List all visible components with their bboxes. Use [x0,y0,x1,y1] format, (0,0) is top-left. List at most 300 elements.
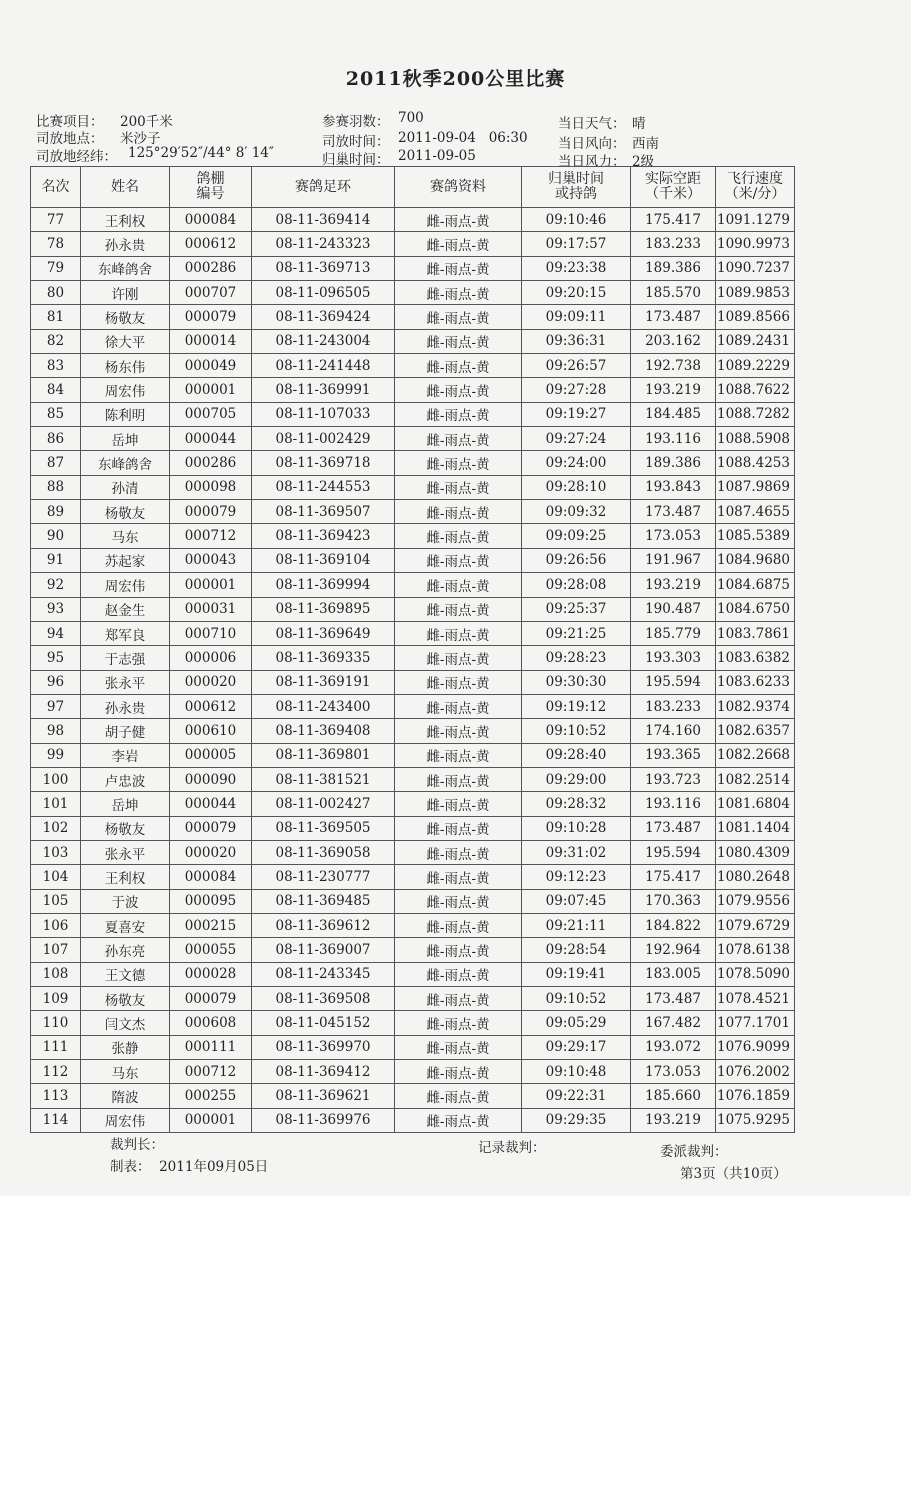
cell-speed: 1080.4309 [716,840,795,864]
table-row [31,1011,795,1035]
cell-speed: 1080.2648 [716,865,795,889]
cell-distance: 193.219 [631,378,716,402]
cell-rank: 104 [31,865,81,889]
cell-info: 雌-雨点-黄 [395,1011,522,1035]
header-loft-number [170,167,252,208]
cell-info: 雌-雨点-黄 [395,1035,522,1059]
cell-loft-number: 000712 [170,524,252,548]
table-row [31,767,795,791]
cell-return-time: 09:23:38 [522,256,631,280]
table-row [31,694,795,718]
cell-speed: 1076.2002 [716,1060,795,1084]
cell-loft-number: 000043 [170,548,252,572]
cell-name: 杨敬友 [81,305,170,329]
cell-return-time: 09:29:17 [522,1035,631,1059]
table-row [31,1035,795,1059]
cell-info: 雌-雨点-黄 [395,427,522,451]
cell-rank: 88 [31,475,81,499]
cell-rank: 105 [31,889,81,913]
cell-speed: 1084.6875 [716,573,795,597]
cell-info: 雌-雨点-黄 [395,962,522,986]
cell-rank: 102 [31,816,81,840]
header-loft-line1: 鸽棚 [196,171,225,187]
cell-name: 岳坤 [81,427,170,451]
table-row [31,305,795,329]
cell-return-time: 09:09:11 [522,305,631,329]
header-distance-line1: 实际空距 [645,171,701,187]
cell-return-time: 09:09:25 [522,524,631,548]
cell-info: 雌-雨点-黄 [395,402,522,426]
cell-distance: 193.723 [631,767,716,791]
cell-ring: 08-11-243004 [252,329,395,353]
cell-ring: 08-11-369191 [252,670,395,694]
cell-distance: 189.386 [631,256,716,280]
cell-return-time: 09:09:32 [522,500,631,524]
cell-ring: 08-11-096505 [252,281,395,305]
release-time-label: 司放时间： [322,134,390,150]
cell-distance: 192.964 [631,938,716,962]
table-row [31,475,795,499]
cell-ring: 08-11-241448 [252,354,395,378]
cell-distance: 203.162 [631,329,716,353]
cell-loft-number: 000001 [170,1108,252,1132]
cell-ring: 08-11-369423 [252,524,395,548]
wind-direction-label: 当日风向： [558,136,626,152]
table-row [31,987,795,1011]
cell-distance: 184.822 [631,913,716,937]
table-row [31,1060,795,1084]
cell-info: 雌-雨点-黄 [395,524,522,548]
cell-loft-number: 000001 [170,573,252,597]
cell-name: 杨敬友 [81,816,170,840]
cell-info: 雌-雨点-黄 [395,281,522,305]
cell-info: 雌-雨点-黄 [395,865,522,889]
cell-return-time: 09:07:45 [522,889,631,913]
cell-return-time: 09:27:28 [522,378,631,402]
cell-ring: 08-11-369621 [252,1084,395,1108]
cell-rank: 93 [31,597,81,621]
cell-loft-number: 000712 [170,1060,252,1084]
cell-return-time: 09:22:31 [522,1084,631,1108]
cell-return-time: 09:29:35 [522,1108,631,1132]
cell-distance: 190.487 [631,597,716,621]
cell-distance: 193.116 [631,792,716,816]
cell-distance: 195.594 [631,670,716,694]
cell-ring: 08-11-369970 [252,1035,395,1059]
cell-info: 雌-雨点-黄 [395,573,522,597]
header-speed-line1: 飞行速度 [727,171,783,187]
cell-ring: 08-11-369408 [252,719,395,743]
table-row [31,378,795,402]
cell-name: 徐大平 [81,329,170,353]
cell-rank: 80 [31,281,81,305]
cell-loft-number: 000028 [170,962,252,986]
cell-return-time: 09:19:41 [522,962,631,986]
cell-speed: 1082.9374 [716,694,795,718]
table-row [31,816,795,840]
coordinates-value: 125°29′52″/44° 8′ 14″ [128,145,274,161]
cell-rank: 113 [31,1084,81,1108]
cell-name: 马东 [81,524,170,548]
table-row [31,427,795,451]
cell-return-time: 09:28:54 [522,938,631,962]
cell-name: 杨东伟 [81,354,170,378]
cell-speed: 1084.9680 [716,548,795,572]
cell-rank: 90 [31,524,81,548]
cell-name: 东峰鸽舍 [81,451,170,475]
cell-loft-number: 000084 [170,865,252,889]
table-row [31,962,795,986]
cell-ring: 08-11-002427 [252,792,395,816]
cell-info: 雌-雨点-黄 [395,743,522,767]
cell-speed: 1091.1279 [716,208,795,232]
cell-ring: 08-11-243345 [252,962,395,986]
cell-ring: 08-11-369994 [252,573,395,597]
cell-return-time: 09:28:08 [522,573,631,597]
table-header-row [31,167,795,208]
cell-name: 孙永贵 [81,694,170,718]
cell-loft-number: 000079 [170,816,252,840]
cell-distance: 192.738 [631,354,716,378]
wind-force-label: 当日风力： [558,154,626,170]
cell-info: 雌-雨点-黄 [395,305,522,329]
release-site-label: 司放地点： [36,131,104,147]
cell-info: 雌-雨点-黄 [395,208,522,232]
cell-return-time: 09:17:57 [522,232,631,256]
cell-rank: 114 [31,1108,81,1132]
cell-loft-number: 000610 [170,719,252,743]
cell-ring: 08-11-369424 [252,305,395,329]
cell-return-time: 09:05:29 [522,1011,631,1035]
cell-name: 孙永贵 [81,232,170,256]
wind-force-value: 2级 [632,154,655,170]
cell-ring: 08-11-369508 [252,987,395,1011]
cell-return-time: 09:19:27 [522,402,631,426]
cell-rank: 78 [31,232,81,256]
cell-ring: 08-11-369414 [252,208,395,232]
cell-ring: 08-11-369718 [252,451,395,475]
cell-return-time: 09:26:56 [522,548,631,572]
cell-info: 雌-雨点-黄 [395,1108,522,1132]
cell-name: 杨敬友 [81,500,170,524]
cell-rank: 111 [31,1035,81,1059]
cell-name: 周宏伟 [81,573,170,597]
cell-name: 李岩 [81,743,170,767]
cell-return-time: 09:21:11 [522,913,631,937]
wind-direction-value: 西南 [632,136,659,152]
chief-judge-label: 裁判长： [110,1137,164,1153]
cell-loft-number: 000079 [170,305,252,329]
cell-speed: 1082.6357 [716,719,795,743]
cell-return-time: 09:10:46 [522,208,631,232]
cell-loft-number: 000111 [170,1035,252,1059]
cell-speed: 1090.9973 [716,232,795,256]
cell-speed: 1082.2668 [716,743,795,767]
cell-rank: 107 [31,938,81,962]
header-return-time [522,167,631,208]
cell-rank: 109 [31,987,81,1011]
cell-ring: 08-11-002429 [252,427,395,451]
cell-name: 张永平 [81,670,170,694]
cell-speed: 1090.7237 [716,256,795,280]
cell-loft-number: 000612 [170,694,252,718]
cell-rank: 92 [31,573,81,597]
entries-value: 700 [398,110,424,126]
header-time-line2: 或持鸽 [555,186,597,202]
cell-speed: 1079.6729 [716,913,795,937]
table-row [31,646,795,670]
cell-return-time: 09:19:12 [522,694,631,718]
cell-ring: 08-11-230777 [252,865,395,889]
cell-info: 雌-雨点-黄 [395,354,522,378]
cell-return-time: 09:10:52 [522,987,631,1011]
cell-loft-number: 000079 [170,987,252,1011]
header-speed [716,167,795,208]
cell-speed: 1088.7282 [716,402,795,426]
table-row [31,524,795,548]
header-name: 姓名 [81,167,170,208]
cell-speed: 1088.4253 [716,451,795,475]
table-row [31,548,795,572]
cell-ring: 08-11-369335 [252,646,395,670]
cell-distance: 193.219 [631,573,716,597]
cell-loft-number: 000020 [170,670,252,694]
cell-distance: 189.386 [631,451,716,475]
cell-distance: 193.303 [631,646,716,670]
cell-rank: 82 [31,329,81,353]
header-distance [631,167,716,208]
cell-ring: 08-11-369991 [252,378,395,402]
cell-rank: 108 [31,962,81,986]
header-ring: 赛鸽足环 [252,167,395,208]
cell-ring: 08-11-381521 [252,767,395,791]
table-row [31,1084,795,1108]
cell-info: 雌-雨点-黄 [395,548,522,572]
cell-loft-number: 000090 [170,767,252,791]
header-time-line1: 归巢时间 [548,171,604,187]
cell-loft-number: 000005 [170,743,252,767]
cell-return-time: 09:30:30 [522,670,631,694]
header-rank: 名次 [31,167,81,208]
cell-return-time: 09:25:37 [522,597,631,621]
cell-ring: 08-11-369505 [252,816,395,840]
cell-info: 雌-雨点-黄 [395,621,522,645]
table-row [31,913,795,937]
cell-speed: 1088.5908 [716,427,795,451]
cell-rank: 95 [31,646,81,670]
cell-rank: 87 [31,451,81,475]
table-row [31,402,795,426]
event-value: 200千米 [120,114,173,130]
table-row [31,938,795,962]
cell-distance: 173.487 [631,500,716,524]
cell-speed: 1083.6382 [716,646,795,670]
cell-loft-number: 000031 [170,597,252,621]
cell-ring: 08-11-369713 [252,256,395,280]
cell-loft-number: 000014 [170,329,252,353]
cell-loft-number: 000044 [170,427,252,451]
cell-distance: 191.967 [631,548,716,572]
cell-name: 孙清 [81,475,170,499]
cell-return-time: 09:12:23 [522,865,631,889]
cell-info: 雌-雨点-黄 [395,694,522,718]
cell-info: 雌-雨点-黄 [395,232,522,256]
cell-return-time: 09:28:40 [522,743,631,767]
cell-info: 雌-雨点-黄 [395,451,522,475]
cell-distance: 195.594 [631,840,716,864]
cell-name: 孙东亮 [81,938,170,962]
cell-distance: 174.160 [631,719,716,743]
cell-name: 岳坤 [81,792,170,816]
table-row [31,500,795,524]
cell-distance: 173.487 [631,305,716,329]
cell-distance: 183.233 [631,694,716,718]
cell-distance: 173.487 [631,987,716,1011]
recording-judge-label: 记录裁判： [478,1140,546,1156]
cell-ring: 08-11-243323 [252,232,395,256]
cell-name: 苏起家 [81,548,170,572]
table-row [31,865,795,889]
cell-speed: 1089.9853 [716,281,795,305]
cell-distance: 193.116 [631,427,716,451]
cell-info: 雌-雨点-黄 [395,597,522,621]
cell-name: 张静 [81,1035,170,1059]
cell-info: 雌-雨点-黄 [395,938,522,962]
cell-info: 雌-雨点-黄 [395,889,522,913]
results-body [31,208,795,1133]
table-row [31,743,795,767]
cell-distance: 185.779 [631,621,716,645]
cell-ring: 08-11-369058 [252,840,395,864]
cell-info: 雌-雨点-黄 [395,816,522,840]
cell-name: 王文德 [81,962,170,986]
cell-rank: 84 [31,378,81,402]
cell-info: 雌-雨点-黄 [395,792,522,816]
weather-label: 当日天气： [558,116,626,132]
cell-distance: 173.053 [631,524,716,548]
cell-loft-number: 000098 [170,475,252,499]
cell-distance: 170.363 [631,889,716,913]
cell-loft-number: 000001 [170,378,252,402]
cell-name: 许刚 [81,281,170,305]
cell-loft-number: 000255 [170,1084,252,1108]
cell-distance: 185.660 [631,1084,716,1108]
cell-name: 杨敬友 [81,987,170,1011]
table-row [31,451,795,475]
cell-distance: 193.365 [631,743,716,767]
table-row [31,670,795,694]
header-speed-line2: （米/分） [724,186,786,202]
cell-speed: 1087.4655 [716,500,795,524]
cell-rank: 100 [31,767,81,791]
cell-return-time: 09:24:00 [522,451,631,475]
table-row [31,840,795,864]
made-on-date: 制表： 2011年09月05日 [110,1159,269,1175]
cell-loft-number: 000286 [170,451,252,475]
cell-ring: 08-11-369612 [252,913,395,937]
header-info: 赛鸽资料 [395,167,522,208]
cell-speed: 1087.9869 [716,475,795,499]
cell-rank: 101 [31,792,81,816]
cell-ring: 08-11-243400 [252,694,395,718]
cell-rank: 89 [31,500,81,524]
return-time-label: 归巢时间： [322,152,390,168]
cell-distance: 167.482 [631,1011,716,1035]
cell-distance: 173.053 [631,1060,716,1084]
cell-name: 于志强 [81,646,170,670]
cell-name: 夏喜安 [81,913,170,937]
cell-speed: 1083.7861 [716,621,795,645]
cell-rank: 103 [31,840,81,864]
cell-speed: 1081.6804 [716,792,795,816]
cell-return-time: 09:10:28 [522,816,631,840]
cell-speed: 1076.1859 [716,1084,795,1108]
cell-ring: 08-11-369007 [252,938,395,962]
cell-return-time: 09:10:52 [522,719,631,743]
cell-name: 于波 [81,889,170,913]
cell-return-time: 09:28:23 [522,646,631,670]
cell-speed: 1079.9556 [716,889,795,913]
cell-return-time: 09:20:15 [522,281,631,305]
cell-loft-number: 000079 [170,500,252,524]
document-title: 2011秋季200公里比赛 [345,68,566,90]
table-row [31,281,795,305]
cell-ring: 08-11-369976 [252,1108,395,1132]
cell-rank: 91 [31,548,81,572]
table-row [31,208,795,232]
cell-name: 马东 [81,1060,170,1084]
cell-rank: 98 [31,719,81,743]
cell-loft-number: 000710 [170,621,252,645]
cell-return-time: 09:26:57 [522,354,631,378]
cell-info: 雌-雨点-黄 [395,767,522,791]
cell-name: 胡子健 [81,719,170,743]
cell-speed: 1089.8566 [716,305,795,329]
cell-ring: 08-11-244553 [252,475,395,499]
cell-speed: 1077.1701 [716,1011,795,1035]
cell-distance: 193.843 [631,475,716,499]
cell-speed: 1088.7622 [716,378,795,402]
cell-info: 雌-雨点-黄 [395,646,522,670]
cell-rank: 96 [31,670,81,694]
cell-name: 王利权 [81,865,170,889]
cell-ring: 08-11-369412 [252,1060,395,1084]
table-row [31,329,795,353]
cell-speed: 1078.5090 [716,962,795,986]
cell-name: 张永平 [81,840,170,864]
cell-name: 周宏伟 [81,1108,170,1132]
cell-rank: 106 [31,913,81,937]
cell-name: 周宏伟 [81,378,170,402]
cell-return-time: 09:10:48 [522,1060,631,1084]
cell-ring: 08-11-369649 [252,621,395,645]
table-row [31,232,795,256]
cell-distance: 184.485 [631,402,716,426]
cell-distance: 193.072 [631,1035,716,1059]
cell-speed: 1076.9099 [716,1035,795,1059]
cell-name: 闫文杰 [81,1011,170,1035]
cell-info: 雌-雨点-黄 [395,840,522,864]
cell-speed: 1089.2229 [716,354,795,378]
cell-info: 雌-雨点-黄 [395,500,522,524]
cell-info: 雌-雨点-黄 [395,670,522,694]
cell-ring: 08-11-045152 [252,1011,395,1035]
cell-ring: 08-11-369801 [252,743,395,767]
entries-label: 参赛羽数： [322,114,390,130]
cell-distance: 173.487 [631,816,716,840]
cell-speed: 1083.6233 [716,670,795,694]
cell-rank: 81 [31,305,81,329]
